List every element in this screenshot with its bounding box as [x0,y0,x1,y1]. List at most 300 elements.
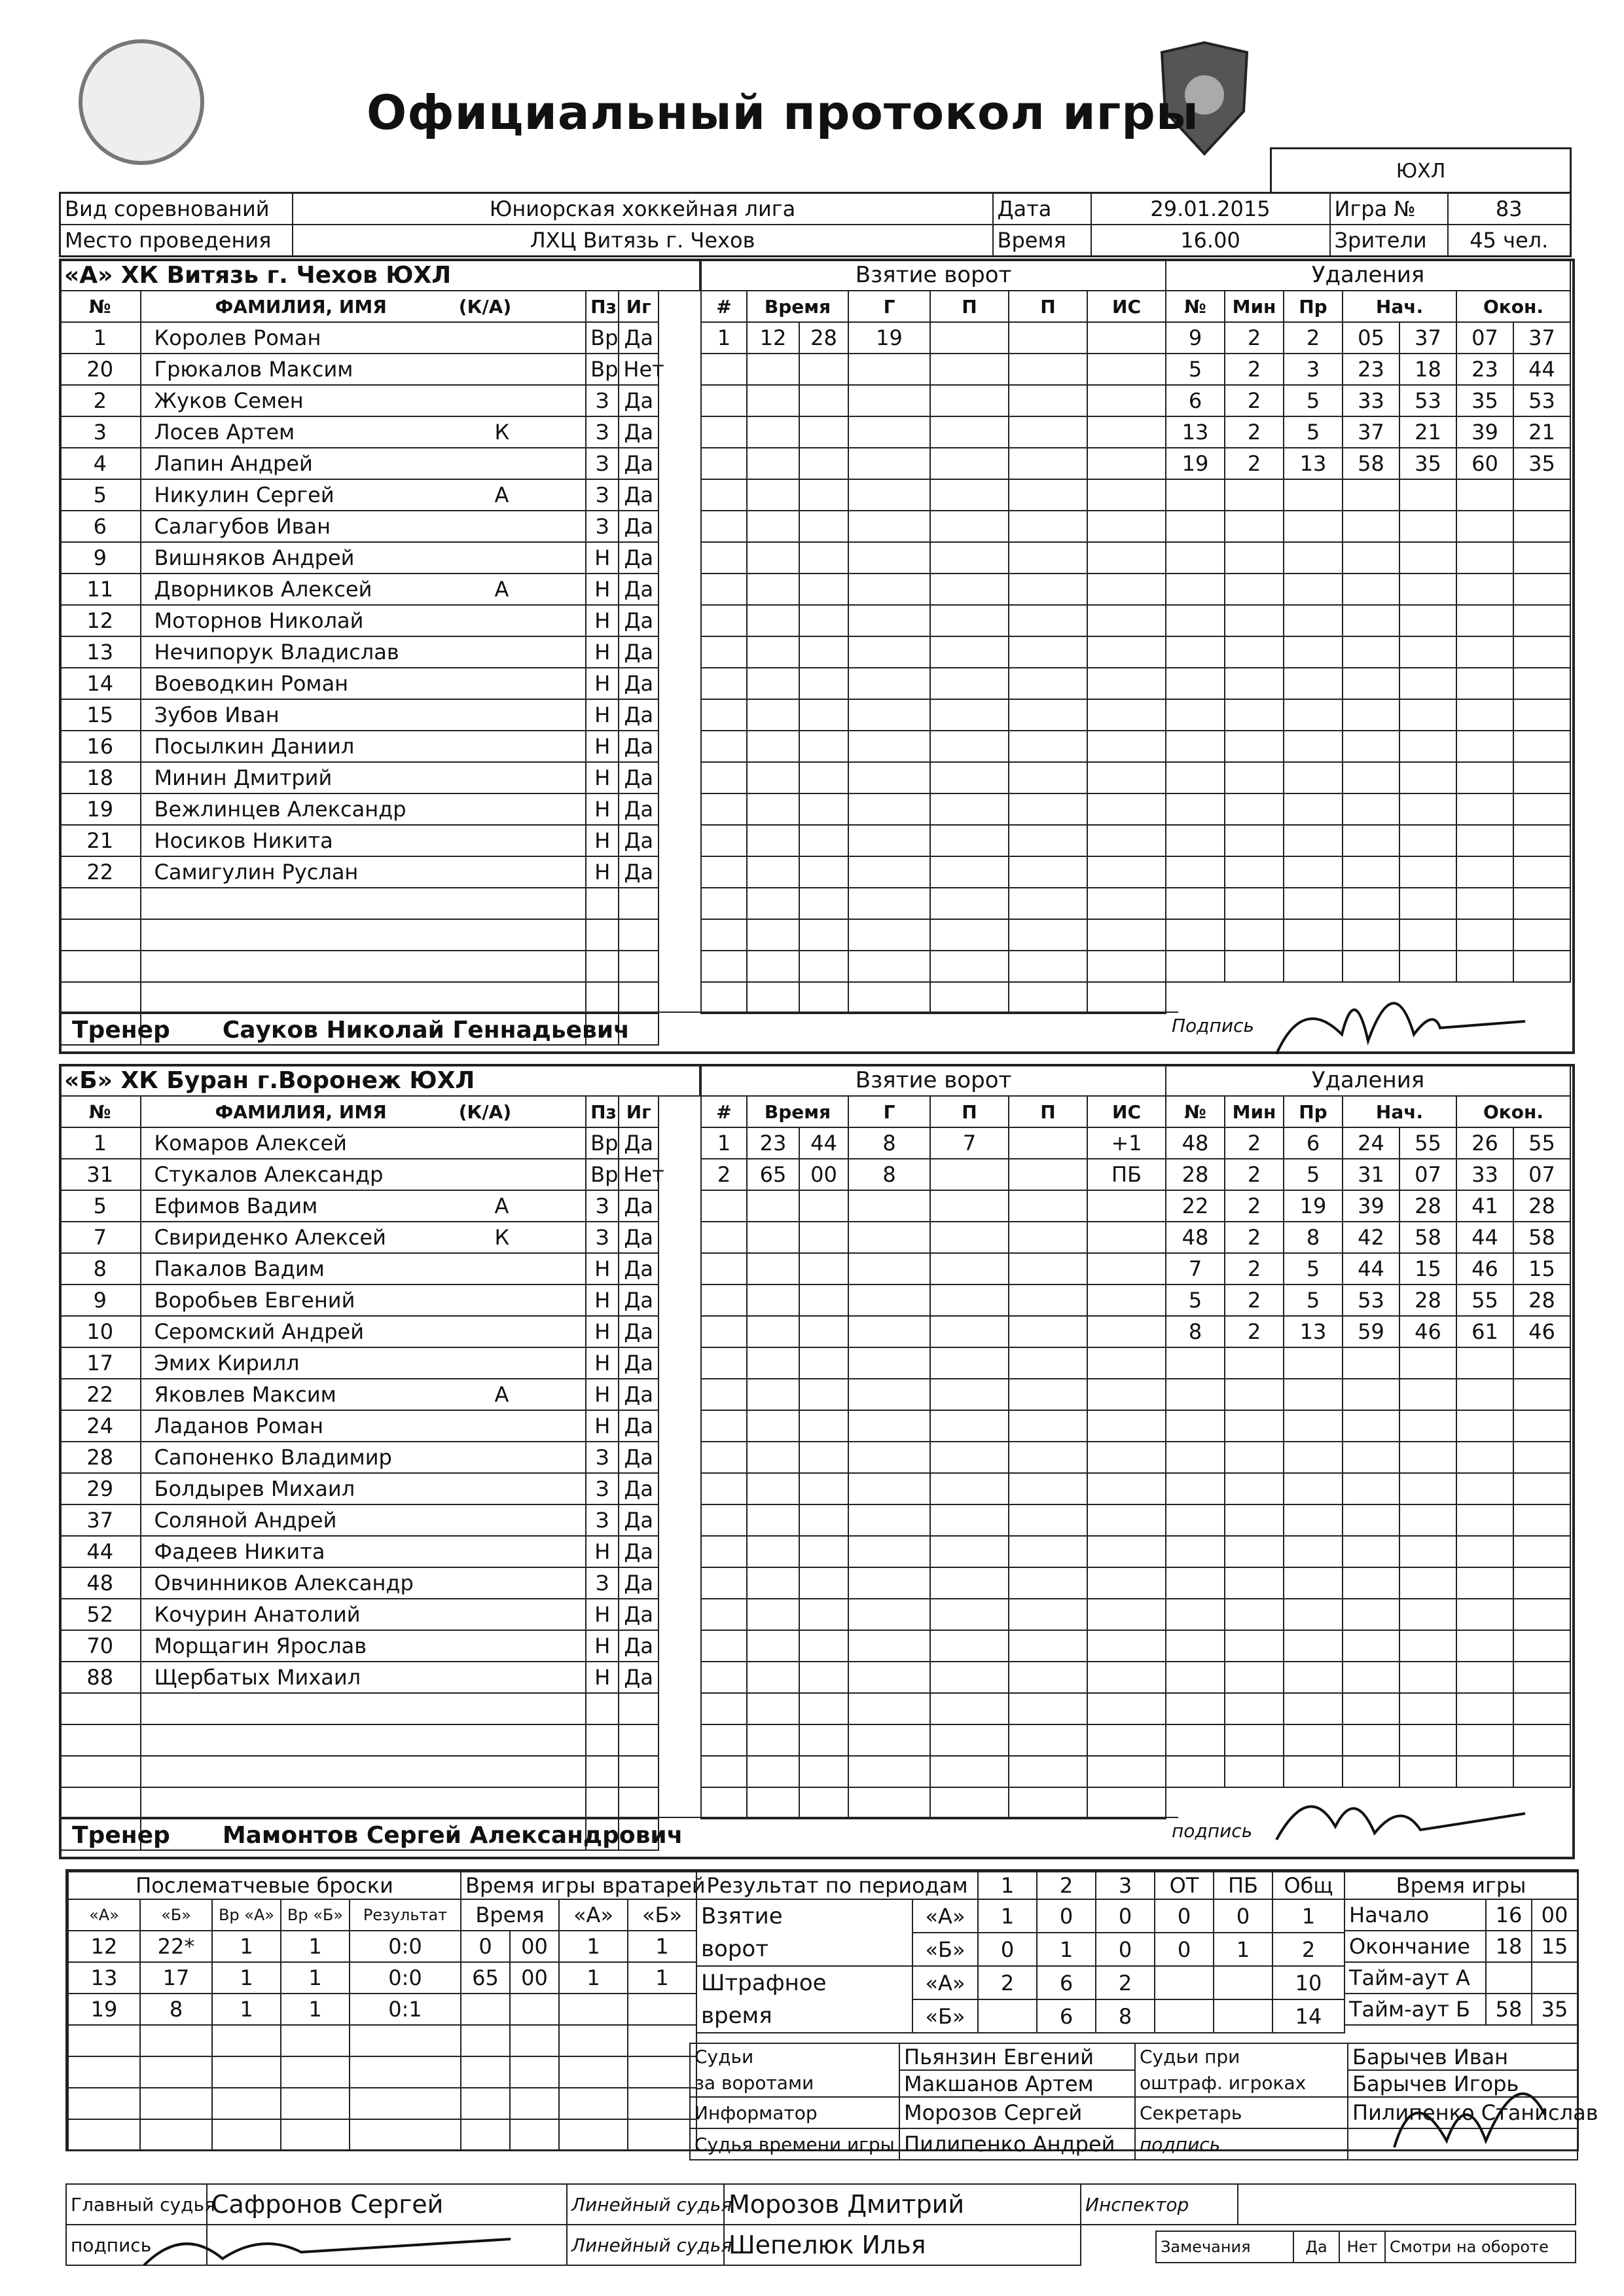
player-name-cell [141,322,586,354]
col-assist-1: П [930,1096,1009,1127]
goal-row [701,1756,1166,1787]
empty-row [60,1756,700,1787]
penalty-cell [1225,825,1284,856]
penalty-cell [1284,636,1343,668]
goal-cell [930,322,1009,354]
goal-cell [848,668,930,699]
player-played: Да [619,1127,659,1159]
penalty-cell [1225,1567,1284,1599]
player-row [60,825,700,856]
period-cell: 1 [1272,1899,1344,1933]
goal-cell [930,1473,1009,1504]
end-min: 15 [1532,1931,1578,1962]
player-position: Н [586,1410,619,1442]
penalty-cell: 2 [1225,1285,1284,1316]
goal-cell [1009,668,1087,699]
penalty-cell: 13 [1284,1316,1343,1347]
period-cell [1214,1966,1272,1999]
penalty-cell: 3 [1284,354,1343,385]
period-cell [978,1999,1037,2033]
penalty-cell [1166,1504,1225,1536]
penalty-row [1166,542,1570,574]
penalty-cell [1343,731,1399,762]
goal-cell [799,1442,848,1473]
shootout-cell: 1 [212,1962,281,1994]
notes-yes: Да [1293,2231,1339,2263]
player-name: Нечипорук Владислав [154,640,399,665]
goal-cell [799,1756,848,1787]
penalty-cell: 2 [1225,1159,1284,1190]
shootout-cell: 1 [281,1962,350,1994]
penalty-cell [1456,1599,1513,1630]
goal-cell [848,1599,930,1630]
goal-cell [701,354,747,385]
player-name: Воробьев Евгений [154,1288,355,1313]
penalties-title: Удаления [1166,259,1570,291]
player-name: Яковлев Максим [154,1382,336,1407]
penalty-cell: 35 [1456,385,1513,416]
penalty-cell [1456,542,1513,574]
shootout-cell: 1 [212,1994,281,2025]
period-cell: 1 [978,1899,1037,1933]
player-role: А [494,1382,509,1407]
player-number: 31 [60,1159,141,1190]
goalie-row [461,2025,696,2056]
penalty-cell [1399,699,1456,731]
penalty-cell [1513,699,1570,731]
player-row [60,1159,700,1190]
penalty-cell [1343,1662,1399,1693]
penalty-row [1166,1159,1570,1190]
goal-cell [1009,1630,1087,1662]
penalty-cell [1513,919,1570,951]
goal-cell [747,1285,799,1316]
goal-cell [1009,1599,1087,1630]
sign-label: Подпись [1172,1015,1254,1036]
penalty-cell [1166,1630,1225,1662]
goal-cell [701,731,747,762]
player-row [60,1662,700,1693]
penalty-cell: 6 [1284,1127,1343,1159]
player-position: Н [586,1599,619,1630]
penalty-row [1166,448,1570,479]
goal-cell [799,354,848,385]
goal-cell [930,1222,1009,1253]
goal-cell [747,354,799,385]
penalty-cell [1225,511,1284,542]
penalty-cell: 22 [1166,1190,1225,1222]
penalty-cell [1456,668,1513,699]
player-played: Да [619,1662,659,1693]
goal-cell [848,574,930,605]
penalty-cell: 5 [1284,1285,1343,1316]
player-name-cell [141,793,586,825]
goal-cell [701,542,747,574]
penalty-cell [1225,1662,1284,1693]
goal-cell: 65 [747,1159,799,1190]
goal-cell [1087,1599,1166,1630]
penalty-cell [1513,1662,1570,1693]
goal-cell [799,1630,848,1662]
penalty-cell [1284,888,1343,919]
player-name-cell [141,856,586,888]
penalty-cell: 5 [1284,385,1343,416]
shootout-cell [140,2119,212,2151]
goal-cell [1087,1630,1166,1662]
goal-cell [1087,793,1166,825]
goal-cell [848,511,930,542]
penalty-cell [1225,1473,1284,1504]
penalty-cell [1456,919,1513,951]
penalty-cell [1399,731,1456,762]
penalty-cell [1513,731,1570,762]
penalty-cell [1225,856,1284,888]
player-row [60,542,700,574]
period-cell: 2 [978,1966,1037,1999]
goal-row [701,731,1166,762]
team-name: «А» ХК Витязь г. Чехов ЮХЛ [60,259,700,291]
goal-cell [1009,354,1087,385]
inspector-label: Инспектор [1081,2184,1238,2225]
goals-title: Взятие ворот [701,259,1166,291]
goal-cell [701,574,747,605]
goalie-cell: 00 [510,1962,559,1994]
goal-row [701,1599,1166,1630]
penalty-cell [1456,636,1513,668]
goal-cell [799,1536,848,1567]
pbox-label1: Судьи при [1140,2046,1240,2068]
goal-cell [1087,1756,1166,1787]
goal-cell [930,605,1009,636]
penalty-cell [1456,574,1513,605]
shootout-cell [281,2119,350,2151]
goal-cell [747,1599,799,1630]
player-position: Н [586,793,619,825]
col-name-label: ФАМИЛИЯ, ИМЯ [215,1101,387,1123]
penalty-cell [1456,1567,1513,1599]
pbox-judge-1: Барычев Иван [1348,2043,1578,2070]
player-row [60,1222,700,1253]
player-name: Фадеев Никита [154,1539,325,1564]
penalty-cell [1166,1756,1225,1787]
penalty-cell: 31 [1343,1159,1399,1190]
player-name: Ефимов Вадим [154,1194,318,1218]
goal-cell [1087,982,1166,1013]
player-name-cell [141,731,586,762]
player-number: 12 [60,605,141,636]
goal-cell [747,385,799,416]
goalie-time-header: Время [461,1899,559,1931]
player-number: 15 [60,699,141,731]
player-row [60,1504,700,1536]
penalty-cell [1284,1442,1343,1473]
penalty-cell [1166,1662,1225,1693]
goalie-a-header: «А» [559,1899,628,1931]
penalty-cell: 07 [1456,322,1513,354]
penalty-cell: 46 [1399,1316,1456,1347]
goal-cell [1009,322,1087,354]
penalty-cell: 15 [1399,1253,1456,1285]
goals-row-label1: Взятие [701,1903,783,1929]
player-position: Н [586,699,619,731]
goalie-cell [510,2056,559,2088]
goal-cell [747,1693,799,1724]
period-cell: 0 [978,1933,1037,1966]
penalty-cell: 44 [1456,1222,1513,1253]
player-name: Лосев Артем [154,420,295,445]
player-row [60,731,700,762]
player-row [60,416,700,448]
player-name: Пакалов Вадим [154,1256,325,1281]
goal-cell [747,1756,799,1787]
penalty-cell: 9 [1166,322,1225,354]
line-referees-table [566,2183,1081,2266]
empty-row [60,982,700,1013]
player-row [60,1473,700,1504]
penalty-cell [1225,1536,1284,1567]
player-number: 28 [60,1442,141,1473]
penalty-row [1166,1567,1570,1599]
penalty-cell: 58 [1399,1222,1456,1253]
period-header: 1 [978,1872,1037,1899]
penalty-cell [1513,1347,1570,1379]
penalty-cell [1284,699,1343,731]
penalty-cell [1225,605,1284,636]
goal-cell [701,385,747,416]
shootout-row [68,2119,461,2151]
col-ig: Иг [619,1096,659,1127]
period-cell: 14 [1272,1999,1344,2033]
penalty-cell: 39 [1456,416,1513,448]
penalty-cell: 44 [1343,1253,1399,1285]
penalty-cell [1225,888,1284,919]
shootout-cell [350,2025,461,2056]
penalty-cell: 26 [1456,1127,1513,1159]
player-row [60,354,700,385]
penalty-cell: 33 [1456,1159,1513,1190]
player-name: Болдырев Михаил [154,1476,355,1501]
player-name: Соляной Андрей [154,1508,337,1533]
period-cell: 0 [1214,1899,1272,1933]
penalty-cell [1513,762,1570,793]
player-number: 1 [60,1127,141,1159]
penalty-cell [1513,856,1570,888]
penalty-cell [1166,1410,1225,1442]
player-name: Овчинников Александр [154,1571,414,1595]
penalty-cell [1284,1536,1343,1567]
goal-cell [747,1536,799,1567]
penalty-cell: 2 [1225,322,1284,354]
empty-row [60,951,700,982]
penalty-cell [1284,511,1343,542]
penalty-cell: 8 [1284,1222,1343,1253]
goal-cell [799,574,848,605]
player-number: 48 [60,1567,141,1599]
player-name-cell [141,1599,586,1630]
goal-cell [799,982,848,1013]
player-name: Дворников Алексей [154,577,372,602]
goal-cell [701,416,747,448]
penalty-cell [1284,1724,1343,1756]
penalty-cell [1399,1442,1456,1473]
penalty-cell [1399,574,1456,605]
goal-row [701,1536,1166,1567]
penalty-cell [1166,825,1225,856]
col-strength: ИС [1087,1096,1166,1127]
goal-cell [799,1662,848,1693]
player-number: 18 [60,762,141,793]
penalty-cell: 35 [1399,448,1456,479]
penalty-row [1166,1222,1570,1253]
timeout-b-sec: 35 [1532,1994,1578,2025]
player-position: Н [586,636,619,668]
goals-title: Взятие ворот [701,1065,1166,1096]
penalty-cell [1399,1724,1456,1756]
player-position: Н [586,856,619,888]
penalty-cell: 21 [1399,416,1456,448]
goal-cell [701,1567,747,1599]
goal-cell [930,951,1009,982]
penalty-cell [1513,793,1570,825]
goal-cell [1009,762,1087,793]
goal-cell [930,448,1009,479]
player-number: 29 [60,1473,141,1504]
penalty-cell [1225,1504,1284,1536]
goal-cell [701,1630,747,1662]
goal-cell [1087,1190,1166,1222]
penalty-row [1166,919,1570,951]
col-goal-scorer: Г [848,1096,930,1127]
penalty-cell: 24 [1343,1127,1399,1159]
goal-cell [701,1599,747,1630]
goal-cell [747,888,799,919]
goal-cell [747,479,799,511]
goal-cell [848,1693,930,1724]
player-played: Да [619,1536,659,1567]
penalty-cell [1343,668,1399,699]
player-played: Да [619,605,659,636]
goals-table [700,1064,1166,1819]
goal-cell [1087,1473,1166,1504]
penalty-cell [1225,1724,1284,1756]
player-position: З [586,511,619,542]
player-name-cell [141,636,586,668]
shootout-cell [212,2119,281,2151]
penalty-cell: 2 [1225,1222,1284,1253]
goal-cell [701,951,747,982]
player-played: Да [619,762,659,793]
goal-cell [747,1567,799,1599]
signature-team-a [1263,956,1538,1087]
periods-table [696,1871,1345,2033]
goal-cell [799,1285,848,1316]
player-number: 22 [60,1379,141,1410]
coach-label: Тренер [72,1822,170,1849]
penalty-cell [1166,888,1225,919]
goal-cell: 1 [701,1127,747,1159]
penalty-cell: 28 [1166,1159,1225,1190]
goal-cell [799,1724,848,1756]
penalty-cell [1456,731,1513,762]
timeout-b-label: Тайм-аут Б [1344,1994,1486,2025]
goal-cell [1087,322,1166,354]
player-position: Н [586,825,619,856]
shootout-cell: 8 [140,1994,212,2025]
goal-row [701,762,1166,793]
goal-cell [930,919,1009,951]
goal-cell [1009,479,1087,511]
player-position: Н [586,1630,619,1662]
penalty-cell [1343,605,1399,636]
penalty-cell: 2 [1225,354,1284,385]
goal-cell [1087,731,1166,762]
coach-row [59,1011,1178,1048]
penalty-cell [1343,1567,1399,1599]
col-pen-end: Окон. [1456,1096,1570,1127]
penalty-row [1166,354,1570,385]
player-played: Да [619,385,659,416]
player-name: Эмих Кирилл [154,1351,300,1376]
penalty-cell [1166,793,1225,825]
goal-cell [747,1724,799,1756]
player-row [60,699,700,731]
penalty-cell [1166,605,1225,636]
player-played: Да [619,1567,659,1599]
player-played: Да [619,1630,659,1662]
penalties-table [1165,259,1571,983]
penalty-cell [1284,574,1343,605]
coach-name: Сауков Николай Геннадьевич [222,1017,630,1044]
goal-row [701,1222,1166,1253]
shootout-header: Результат [350,1899,461,1931]
goal-cell [1087,668,1166,699]
player-name-cell [141,354,586,385]
goal-cell [701,919,747,951]
place-label: Место проведения [60,225,293,257]
time-label: Время [993,225,1091,257]
shootout-header: «Б» [140,1899,212,1931]
penalty-cell [1284,1504,1343,1536]
penalty-cell [1456,856,1513,888]
player-position: Н [586,1253,619,1285]
penalty-cell [1513,1379,1570,1410]
goal-row [701,1504,1166,1536]
timekeeper-name: Пилипенко Андрей [899,2128,1135,2160]
player-number: 4 [60,448,141,479]
goal-cell [1087,385,1166,416]
goal-cell [1087,699,1166,731]
shootout-cell [68,2088,140,2119]
goal-row [701,1190,1166,1222]
penalty-cell [1284,542,1343,574]
goal-judges-label2: за воротами [695,2072,814,2094]
penalty-cell: 8 [1166,1316,1225,1347]
goal-cell [848,1756,930,1787]
col-pen-min: Мин [1225,291,1284,322]
penalty-cell [1513,542,1570,574]
penalty-cell [1166,762,1225,793]
penalty-cell [1284,1347,1343,1379]
goal-cell [848,1442,930,1473]
period-cell: 1 [1037,1933,1096,1966]
penalty-cell [1343,1630,1399,1662]
goal-cell [1009,1787,1087,1819]
goal-cell [848,416,930,448]
goal-cell [799,825,848,856]
start-min: 00 [1532,1899,1578,1931]
penalty-cell [1399,1379,1456,1410]
penalty-cell [1399,1347,1456,1379]
